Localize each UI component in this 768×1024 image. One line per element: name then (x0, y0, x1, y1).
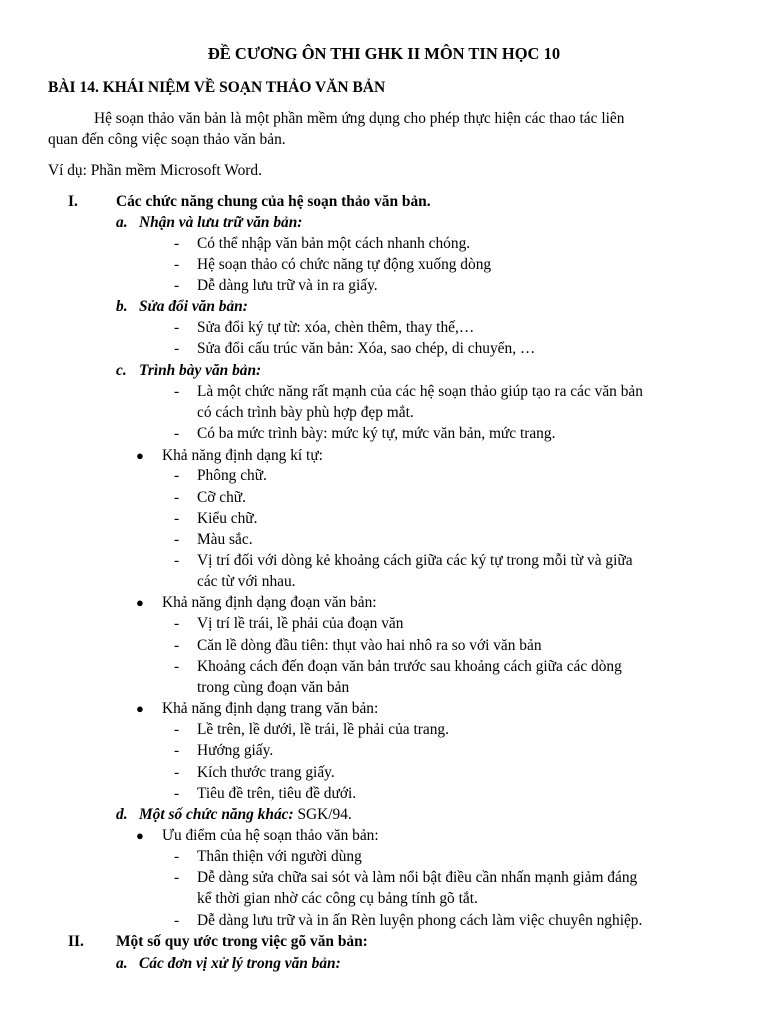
section-title: Các chức năng chung của hệ soạn thảo văn bản. (116, 193, 431, 210)
intro-line: Hệ soạn thảo văn bản là một phần mềm ứng dụng cho phép thực hiện các thao tác liên (94, 110, 625, 127)
subsection-letter: c. (116, 362, 127, 379)
dash-item-text: có cách trình bày phù hợp đẹp mắt. (197, 404, 414, 421)
dash-item-text: Tiêu đề trên, tiêu đề dưới. (197, 785, 357, 802)
dash-item-text: Có thể nhập văn bản một cách nhanh chóng. (197, 235, 471, 252)
subsection-letter: a. (116, 214, 128, 231)
document-title: ĐỀ CƯƠNG ÔN THI GHK II MÔN TIN HỌC 10 (207, 44, 561, 63)
dash-item-text: Lề trên, lề dưới, lề trái, lề phải của trang. (197, 721, 449, 738)
subsection-title: Trình bày văn bản: (139, 362, 262, 379)
dash-item-text: Vị trí đối với dòng kẻ khoảng cách giữa các ký tự trong mỗi từ và giữa (197, 552, 633, 569)
example-line: Ví dụ: Phần mềm Microsoft Word. (48, 162, 262, 179)
section-number: II. (68, 933, 84, 950)
dash-item-text: Dễ dàng lưu trữ và in ra giấy. (197, 277, 378, 294)
dash-item-text: Là một chức năng rất mạnh của các hệ soạn thảo giúp tạo ra các văn bản (197, 383, 643, 400)
dash-item-text: Thân thiện với người dùng (197, 848, 362, 865)
subsection-letter: d. (116, 806, 128, 823)
dash-item-text: các từ với nhau. (197, 573, 296, 590)
reference-text: SGK/94. (293, 806, 352, 823)
subsection-title: Các đơn vị xử lý trong văn bản: (139, 955, 341, 972)
dash-item-text: Sửa đổi cấu trúc văn bản: Xóa, sao chép, di chuyển, … (197, 340, 536, 357)
dash-item-text: Dễ dàng lưu trữ và in ấn Rèn luyện phong cách làm việc chuyên nghiệp. (197, 912, 643, 929)
bullet-item-text: Ưu điểm của hệ soạn thảo văn bản: (162, 827, 379, 844)
intro-paragraph (48, 108, 728, 150)
dash-item-text: Kích thước trang giấy. (197, 764, 335, 781)
dash-item-text: Cỡ chữ. (197, 489, 246, 506)
document-page: ĐỀ CƯƠNG ÔN THI GHK II MÔN TIN HỌC 10 BÀI 14. KHÁI NIỆM VỀ SOẠN THẢO VĂN BẢN Hệ soạn thảo văn bản là một phần mềm ứng dụng cho phép thực hiện các thao tác liên quan đến công việc soạn thảo văn bản. Ví dụ: Phần mềm Microsoft Word. I. Các chức năng chung của hệ soạn thảo văn bản. a. Nhận và lưu trữ văn bản: - Có thể nhập văn bản một cách nhanh chóng. - Hệ soạn thảo có chức năng tự động xuống dòng - Dễ dàng lưu trữ và in ra giấy. b. Sửa đổi văn bản: - Sửa đổi ký tự từ: xóa, chèn thêm, thay thế,… - Sửa đổi cấu trúc văn bản: Xóa, sao chép, di chuyển, … c. Trình bày văn bản: - Là một chức năng rất mạnh của các hệ soạn thảo giúp tạo ra các văn bản có cách trình bày phù hợp đẹp mắt. - Có ba mức trình bày: mức ký tự, mức văn bản, mức trang. ● Khả năng định dạng kí tự: - Phông chữ. - Cỡ chữ. - Kiểu chữ. - Màu sắc. - Vị trí đối với dòng kẻ khoảng cách giữa các ký tự trong mỗi từ và giữa các từ với nhau. ● Khả năng định dạng đoạn văn bản: - Vị trí lề trái, lề phải của đoạn văn - Căn lề dòng đầu tiên: thụt vào hai nhô ra so với văn bản - Khoảng cách đến đoạn văn bản trước sau khoảng cách giữa các dòng trong cùng đoạn văn bản ● Khả năng định dạng trang văn bản: - Lề trên, lề dưới, lề trái, lề phải của trang. - Hướng giấy. - Kích thước trang giấy. - Tiêu đề trên, tiêu đề dưới. d. Một số chức năng khác: SGK/94. ● Ưu điểm của hệ soạn thảo văn bản: - Thân thiện với người dùng - Dễ dàng sửa chữa sai sót và làm nổi bật điều cần nhấn mạnh giảm đáng kể thời gian nhờ các công cụ bảng tính gõ tắt. - Dễ dàng lưu trữ và in ấn Rèn luyện phong cách làm việc chuyên nghiệp. II. Một số quy ước trong việc gõ văn bản: a. Các đơn vị xử lý trong văn bản: (0, 0, 768, 1024)
section-title: Một số quy ước trong việc gõ văn bản: (116, 933, 368, 950)
bullet-item-text: Khả năng định dạng kí tự: (162, 447, 323, 464)
subsection-title: Nhận và lưu trữ văn bản: (139, 214, 303, 231)
dash-item-text: Dễ dàng sửa chữa sai sót và làm nổi bật điều cần nhấn mạnh giảm đáng (197, 869, 638, 886)
dash-item-text: Căn lề dòng đầu tiên: thụt vào hai nhô ra so với văn bản (197, 637, 542, 654)
dash-item-text: Có ba mức trình bày: mức ký tự, mức văn bản, mức trang. (197, 425, 556, 442)
dash-item-text: Phông chữ. (197, 467, 267, 484)
dash-item-text: Hệ soạn thảo có chức năng tự động xuống dòng (197, 256, 492, 273)
dash-item-text: kể thời gian nhờ các công cụ bảng tính gõ tắt. (197, 890, 478, 907)
dash-item-text: trong cùng đoạn văn bản (197, 679, 350, 696)
dash-item-text: Kiểu chữ. (197, 510, 258, 527)
bullet-item-text: Khả năng định dạng trang văn bản: (162, 700, 379, 717)
subsection-title: Một số chức năng khác: SGK/94. (139, 806, 352, 823)
bullet-item-text: Khả năng định dạng đoạn văn bản: (162, 594, 377, 611)
subsection-letter: a. (116, 955, 128, 972)
dash-item-text: Khoảng cách đến đoạn văn bản trước sau khoảng cách giữa các dòng (197, 658, 622, 675)
dash-item-text: Màu sắc. (197, 531, 253, 548)
lesson-heading: BÀI 14. KHÁI NIỆM VỀ SOẠN THẢO VĂN BẢN (48, 79, 386, 96)
intro-line: quan đến công việc soạn thảo văn bản. (48, 131, 286, 148)
subsection-title: Sửa đổi văn bản: (139, 298, 248, 315)
dash-item-text: Sửa đổi ký tự từ: xóa, chèn thêm, thay thế,… (197, 319, 475, 336)
subsection-letter: b. (116, 298, 128, 315)
dash-item-text: Hướng giấy. (197, 742, 274, 759)
section-number: I. (68, 193, 78, 210)
dash-item-text: Vị trí lề trái, lề phải của đoạn văn (197, 615, 404, 632)
